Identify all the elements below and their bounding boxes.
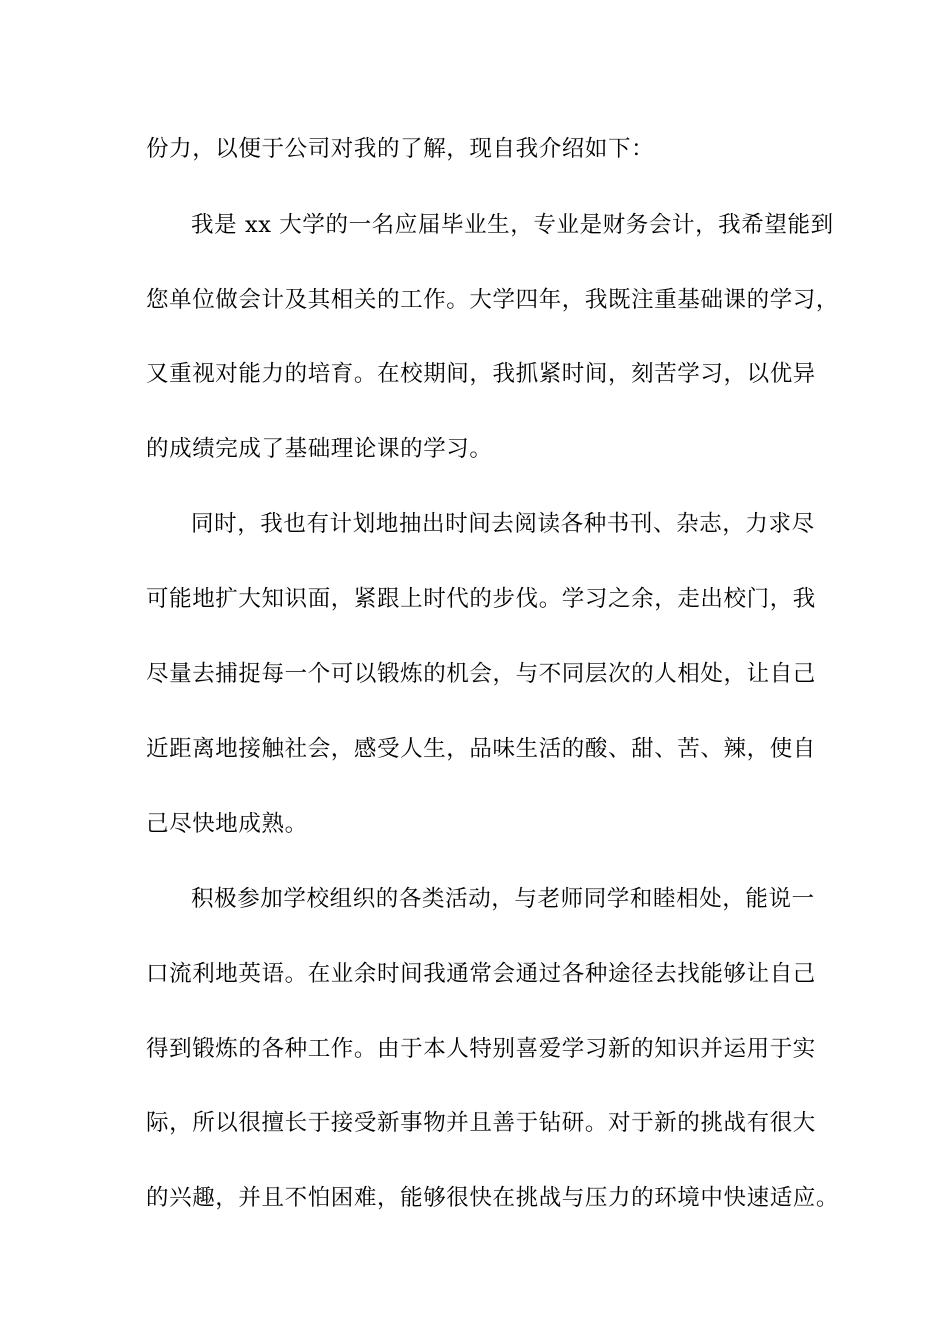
text-line: 的成绩完成了基础理论课的学习。	[146, 436, 493, 462]
text-line: 可能地扩大知识面，紧跟上时代的步伐。学习之余，走出校门，我	[146, 586, 816, 612]
text-line: 口流利地英语。在业余时间我通常会通过各种途径去找能够让自己	[146, 961, 816, 987]
text-line: 近距离地接触社会，感受人生，品味生活的酸、甜、苦、辣，使自	[146, 736, 816, 762]
text-line: 份力，以便于公司对我的了解，现自我介绍如下：	[146, 136, 655, 162]
text-line: 际，所以很擅长于接受新事物并且善于钻研。对于新的挑战有很大	[146, 1110, 816, 1136]
paragraph-first-line: 我是 xx 大学的一名应届毕业生，专业是财务会计，我希望能到	[191, 212, 834, 238]
text-line: 尽量去捕捉每一个可以锻炼的机会，与不同层次的人相处，让自己	[146, 661, 816, 687]
text-line: 的兴趣，并且不怕困难，能够很快在挑战与压力的环境中快速适应。	[146, 1185, 840, 1211]
text-line: 又重视对能力的培育。在校期间，我抓紧时间，刻苦学习，以优异	[146, 361, 816, 387]
paragraph-first-line: 积极参加学校组织的各类活动，与老师同学和睦相处，能说一	[191, 886, 815, 912]
text-line: 己尽快地成熟。	[146, 811, 308, 837]
text-line: 得到锻炼的各种工作。由于本人特别喜爱学习新的知识并运用于实	[146, 1036, 816, 1062]
text-line: 您单位做会计及其相关的工作。大学四年，我既注重基础课的学习，	[146, 287, 840, 313]
paragraph-first-line: 同时，我也有计划地抽出时间去阅读各种书刊、杂志，力求尽	[191, 511, 815, 537]
